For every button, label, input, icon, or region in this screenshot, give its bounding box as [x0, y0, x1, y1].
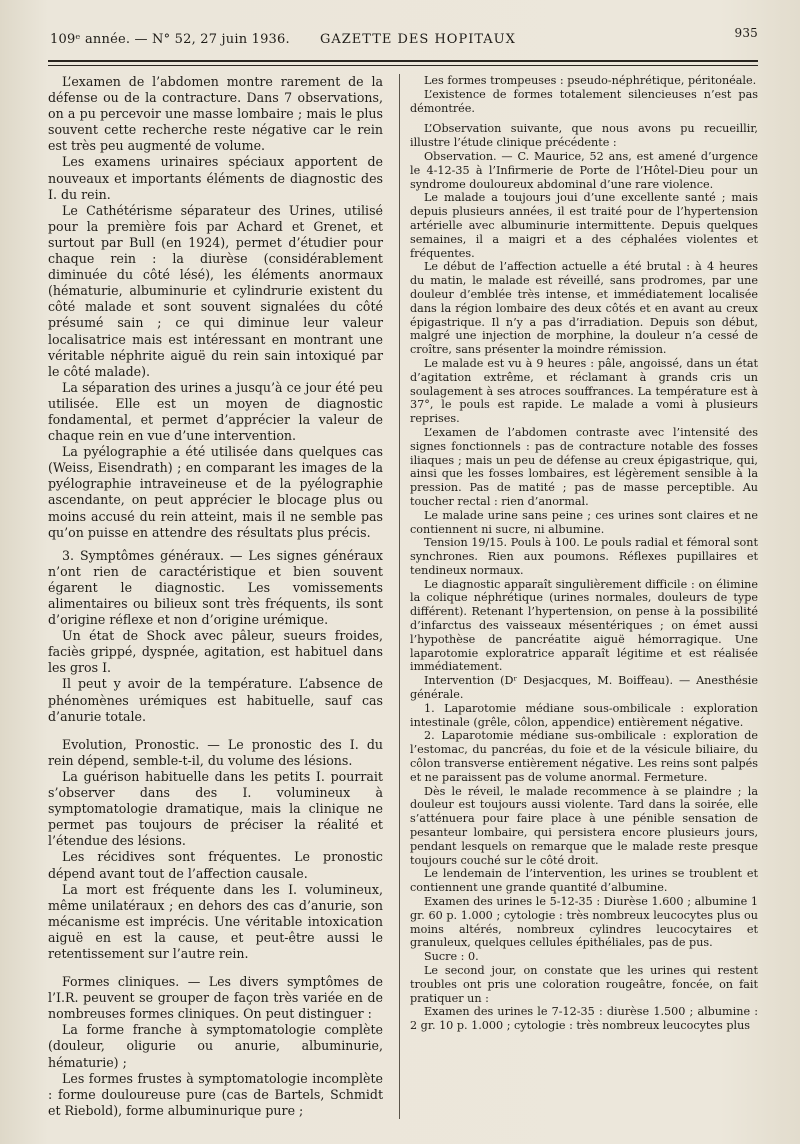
- paragraph: Intervention (Dʳ Desjacques, M. Boiffeau). — Anesthésie générale.: [410, 674, 758, 702]
- paragraph: Le second jour, on constate que les urines qui restent troubles ont pris une coloration rougeâtre, foncée, on fait pratiquer un :: [410, 964, 758, 1005]
- paragraph: Tension 19/15. Pouls à 100. Le pouls radial et fémoral sont synchrones. Rien aux poumons. Réflexes pupillaires et tendineux normaux.: [410, 536, 758, 577]
- paragraph: Les examens urinaires spéciaux apportent de nouveaux et importants éléments de diagnostic des I. du rein.: [48, 154, 383, 202]
- paragraph: L’examen de l’abdomen contraste avec l’intensité des signes fonctionnels : pas de contracture notable des fosses iliaques ; mais un peu de défense au creux épigastrique, qui, ainsi que les fosses lombaires, est légèrement sensible à la pression. Pas de matité ; pas de masse perceptible. Au toucher rectal : rien d’anormal.: [410, 425, 758, 508]
- paragraph: Les récidives sont fréquentes. Le pronostic dépend avant tout de l’affection causale.: [48, 849, 383, 881]
- paragraph: Le début de l’affection actuelle a été brutal : à 4 heures du matin, le malade est réveillé, sans prodromes, par une douleur d’emblée très intense, et immédiatement localisée dans la région lombaire des deux côtés et en avant au creux épigastrique. Il n’y a pas d’irradiation. Depuis son début, malgré une injection de morphine, la douleur n’a cessé de croître, sans présenter la moindre rémission.: [410, 260, 758, 357]
- paragraph: Le diagnostic apparaît singulièrement difficile : on élimine la colique néphrétique (urines normales, douleurs de type différent). Retenant l’hypertension, on pense à la possibilité d’infarctus des vaisseaux mésentériques ; on émet aussi l’hypothèse de pancréatite aiguë hémorragique. Une laparotomie exploratrice apparaît légitime et est réalisée immédiatement.: [410, 577, 758, 674]
- header-rule: [48, 65, 758, 66]
- paragraph: Dès le réveil, le malade recommence à se plaindre ; la douleur est toujours aussi violente. Tard dans la soirée, elle s’atténuera pour faire place à une pénible sensation de pesanteur lombaire, qui persistera encore plusieurs jours, pendant lesquels on remarque que le malade reste presque toujours couché sur le côté droit.: [410, 784, 758, 867]
- paragraph: 2. Laparotomie médiane sus-ombilicale : exploration de l’estomac, du pancréas, du foie et de la vésicule biliaire, du côlon transverse entièrement négative. Les reins sont palpés et ne paraissent pas de volume anormal. Fermeture.: [410, 729, 758, 784]
- paragraph: La mort est fréquente dans les I. volumineux, même unilatéraux ; en dehors des cas d’anurie, son mécanisme est imprécis. Une véritable intoxication aiguë en est la cause, et peut-être aussi le retentissement sur l’autre rein.: [48, 881, 383, 961]
- article-columns: [48, 74, 758, 1119]
- paragraph: Le Cathétérisme séparateur des Urines, utilisé pour la première fois par Achard et Grenet, et surtout par Bull (en 1924), permet d’étudier pour chaque rein : la diurèse (considérablement diminuée du côté lésé), les éléments anormaux (hématurie, albuminurie et cylindrurie existent du côté malade et sont souvent signalées du côté présumé sain ; ce qui diminue leur valeur localisatrice mais est intéressant en montrant une véritable néphrite aiguë du rein sain intoxiqué par le côté malade).: [48, 202, 383, 379]
- publication-title: GAZETTE DES HOPITAUX: [320, 32, 516, 47]
- paragraph: Observation. — C. Maurice, 52 ans, est amené d’urgence le 4-12-35 à l’Infirmerie de Porte de l’Hôtel-Dieu pour un syndrome douloureux abdominal d’une rare violence.: [410, 149, 758, 191]
- paragraph: Sucre : 0.: [424, 950, 479, 964]
- page-number: 935: [734, 26, 758, 40]
- section-symptomes-generaux: 3. Symptômes généraux. — Les signes généraux n’ont rien de caractéristique et bien souvent égarent le diagnostic. Les vomissements alimentaires ou bilieux sont très fréquents, ils sont d’origine réflexe et non d’origine urémique.: [48, 547, 383, 628]
- issue-line: 109ᵉ année. — N° 52, 27 juin 1936.: [50, 32, 290, 47]
- left-column: [48, 74, 393, 1119]
- paragraph: Un état de Shock avec pâleur, sueurs froides, faciès grippé, dyspnée, agitation, est habituel dans les gros I.: [48, 628, 383, 676]
- observation-intro: L’Observation suivante, que nous avons pu recueillir, illustre l’étude clinique précédente :: [410, 122, 758, 150]
- column-divider: [399, 74, 400, 1119]
- section-formes-cliniques: Formes cliniques. — Les divers symptômes de l’I.R. peuvent se grouper de façon très variée en de nombreuses formes cliniques. On peut distinguer :: [48, 974, 383, 1022]
- paragraph: La forme franche à symptomatologie complète (douleur, oligurie ou anurie, albuminurie, hématurie) ;: [48, 1022, 383, 1070]
- paragraph: La guérison habituelle dans les petits I. pourrait s’observer dans des I. volumineux à symptomatologie dramatique, mais la clinique ne permet pas toujours de préciser la réalité et l’étendue des lésions.: [48, 768, 383, 849]
- paragraph: Le malade urine sans peine ; ces urines sont claires et ne contiennent ni sucre, ni albumine.: [410, 508, 758, 536]
- paragraph: La séparation des urines a jusqu’à ce jour été peu utilisée. Elle est un moyen de diagnostic fondamental, et permet d’apprécier la valeur de chaque rein en vue d’une intervention.: [48, 379, 383, 444]
- section-evolution-pronostic: Evolution, Pronostic. — Le pronostic des I. du rein dépend, semble-t-il, du volume des lésions.: [48, 736, 383, 768]
- paragraph: L’examen de l’abdomen montre rarement de la défense ou de la contracture. Dans 7 observations, on a pu percevoir une masse lombaire ; mais le plus souvent cette recherche reste négative car le rein est très peu augmenté de volume.: [48, 74, 383, 154]
- paragraph: Le malade est vu à 9 heures : pâle, angoissé, dans un état d’agitation extrême, et réclamant à grands cris un soulagement à ses atroces souffrances. La température est à 37°, le pouls est rapide. Le malade a vomi à plusieurs reprises.: [410, 356, 758, 426]
- paragraph: Examen des urines le 7-12-35 : diurèse 1.500 ; albumine : 2 gr. 10 p. 1.000 ; cytologie : très nombreux leucocytes plus: [410, 1005, 758, 1033]
- paragraph: Il peut y avoir de la température. L’absence de phénomènes urémiques est habituelle, sauf cas d’anurie totale.: [48, 676, 383, 724]
- page-header: [48, 0, 758, 62]
- paragraph: L’existence de formes totalement silencieuses n’est pas démontrée.: [410, 87, 758, 115]
- paragraph: Examen des urines le 5-12-35 : Diurèse 1.600 ; albumine 1 gr. 60 p. 1.000 ; cytologie : très nombreux leucocytes plus ou moins altérés, nombreux cylindres leucocytaires et granuleux, quelques cellules épithéliales, pas de pus.: [410, 895, 758, 950]
- paragraph: La pyélographie a été utilisée dans quelques cas (Weiss, Eisendrath) ; en comparant les images de la pyélographie intraveineuse et de la pyélographie ascendante, on peut apprécier le blocage plus ou moins accusé du rein atteint, mais il ne semble pas qu’on puisse en attendre des résultats plus précis.: [48, 444, 383, 540]
- paragraph: Les formes trompeuses : pseudo-néphrétique, péritonéale.: [424, 74, 757, 87]
- paragraph: Le malade a toujours joui d’une excellente santé ; mais depuis plusieurs années, il est traité pour de l’hypertension artérielle avec albuminurie intermittente. Depuis quelques semaines, il a maigri et a des céphalées violentes et fréquentes.: [410, 191, 758, 260]
- paragraph: 1. Laparotomie médiane sous-ombilicale : exploration intestinale (grêle, côlon, appendice) entièrement négative.: [410, 701, 758, 729]
- paragraph: Les formes frustes à symptomatologie incomplète : forme douloureuse pure (cas de Bartels, Schmidt et Riebold), forme albuminurique pure ;: [48, 1070, 383, 1118]
- paragraph: Le lendemain de l’intervention, les urines se troublent et contiennent une grande quantité d’albumine.: [410, 867, 758, 895]
- right-column: [408, 74, 758, 1119]
